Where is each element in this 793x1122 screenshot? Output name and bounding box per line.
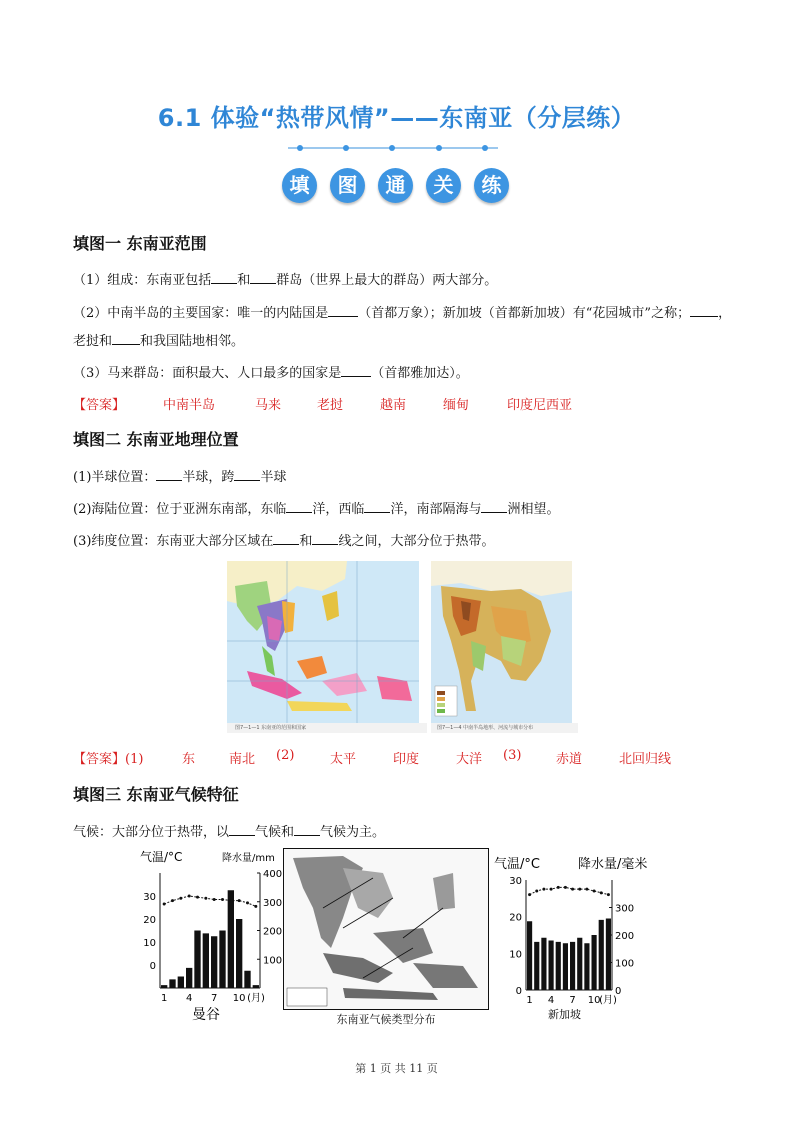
badge-char: 图	[330, 168, 365, 203]
temp-tick-label: 30	[509, 876, 522, 887]
section1-answer	[73, 394, 633, 412]
fill-blank[interactable]	[229, 823, 255, 836]
answer-item: 老挝	[317, 398, 344, 413]
answer-item: (3)	[503, 748, 522, 763]
precip-bar	[534, 942, 539, 990]
precip-bar	[186, 968, 192, 988]
section1-line2: （2）中南半岛的主要国家：唯一的内陆国是 （首都万象）；新加坡（首都新加坡）有“花园城市”之称； ，	[73, 306, 732, 321]
precip-bar	[203, 933, 209, 988]
answer-item: 东	[182, 752, 196, 767]
month-tick-label: (月)	[247, 993, 265, 1004]
month-tick-label: 10	[232, 993, 246, 1004]
badge-char: 关	[426, 168, 461, 203]
precip-bar	[244, 971, 250, 988]
temp-tick-label: 0	[149, 961, 156, 972]
precip-bar	[161, 985, 167, 988]
climate-type-map	[283, 848, 489, 1028]
rain-tick-label: 300	[615, 903, 635, 915]
section2-heading: 填图二 东南亚地理位置	[73, 430, 239, 449]
section2-answer	[73, 748, 693, 766]
section3-heading: 填图三 东南亚气候特征	[73, 785, 239, 804]
temperature-point	[607, 893, 610, 896]
answer-item: 越南	[380, 398, 407, 413]
temp-tick-label: 20	[143, 915, 156, 926]
fill-blank[interactable]	[690, 304, 718, 317]
bangkok-climate-chart	[140, 848, 283, 1028]
answer-item: 南北	[229, 752, 256, 767]
section1-line4: （3）马来群岛：面积最大、人口最多的国家是 （首都雅加达）。	[73, 366, 469, 381]
precip-bar	[584, 943, 589, 990]
section2-line2: (2)海陆位置：位于亚洲东南部，东临 洋，西临 洋，南部隔海与 洲相望。	[73, 502, 560, 517]
temperature-point	[254, 905, 257, 908]
temp-axis-label: 气温/°C	[494, 857, 540, 872]
precip-bar	[169, 979, 175, 988]
fill-blank[interactable]	[112, 332, 140, 345]
section1-heading: 填图一 东南亚范围	[73, 234, 207, 253]
precip-bar	[599, 920, 604, 990]
precip-bar	[178, 977, 184, 989]
section2-line1: (1)半球位置： 半球，跨 半球	[73, 470, 287, 485]
section2-line3: (3)纬度位置：东南亚大部分区域在 和 线之间，大部分位于热带。	[73, 534, 495, 549]
rain-tick-label: 200	[263, 926, 283, 938]
precip-bar	[228, 890, 234, 988]
answer-item: 马来	[255, 398, 282, 413]
temperature-line	[530, 887, 609, 894]
singapore-climate-chart	[492, 852, 652, 1028]
rain-tick-label: 400	[263, 869, 283, 880]
city-label: 曼谷	[192, 1007, 220, 1023]
rain-tick-label: 300	[263, 897, 283, 909]
section-badge	[282, 168, 514, 206]
precip-bar	[527, 921, 532, 990]
fill-blank[interactable]	[312, 532, 338, 545]
precip-bar	[253, 985, 259, 988]
answer-item: 北回归线	[619, 752, 672, 767]
precip-bar	[236, 919, 242, 988]
month-tick-label: 7	[569, 995, 576, 1006]
precip-bar	[549, 941, 554, 991]
temp-tick-label: 0	[515, 986, 522, 997]
fill-blank[interactable]	[364, 500, 390, 513]
fill-blank[interactable]	[341, 364, 371, 377]
section1-line1: （1）组成：东南亚包括 和 群岛（世界上最大的群岛）两大部分。	[73, 273, 498, 288]
badge-char: 练	[474, 168, 509, 203]
temp-tick-label: 10	[143, 938, 156, 949]
section3-line1: 气候：大部分位于热带，以 气候和 气候为主。	[73, 825, 386, 840]
rain-tick-label: 100	[263, 955, 283, 967]
month-tick-label: (月)	[599, 995, 617, 1006]
fill-blank[interactable]	[286, 500, 312, 513]
badge-char: 通	[378, 168, 413, 203]
answer-item: 中南半岛	[163, 398, 216, 413]
fill-blank[interactable]	[294, 823, 320, 836]
rain-tick-label: 100	[615, 958, 635, 970]
temp-tick-label: 10	[509, 949, 522, 961]
precip-bar	[211, 936, 217, 988]
page-footer: 第 1 页 共 11 页	[355, 1062, 438, 1075]
precip-bar	[194, 931, 200, 989]
map-caption: 东南亚气候类型分布	[336, 1013, 436, 1026]
badge-char: 填	[282, 168, 317, 203]
answer-item: 印度尼西亚	[507, 398, 573, 413]
answer-label: 【答案】(1)	[73, 752, 144, 767]
precip-bar	[577, 938, 582, 990]
answer-item: 印度	[393, 752, 420, 767]
title-decoration	[288, 143, 498, 153]
indochina-terrain-map	[431, 561, 572, 733]
precip-bar	[563, 943, 568, 990]
answer-label: 【答案】	[73, 398, 126, 413]
fill-blank[interactable]	[273, 532, 299, 545]
month-tick-label: 7	[210, 993, 218, 1004]
section1-line3: 老挝和 和我国陆地相邻。	[73, 334, 245, 349]
page-title: 6.1 体验“热带风情”——东南亚（分层练）	[157, 104, 636, 132]
fill-blank[interactable]	[328, 304, 358, 317]
rain-axis-label: 降水量/毫米	[578, 857, 648, 872]
fill-blank[interactable]	[481, 500, 507, 513]
southeast-asia-political-map	[227, 561, 419, 733]
rain-tick-label: 200	[615, 931, 635, 942]
precip-bar	[570, 942, 575, 990]
month-tick-label: 1	[160, 993, 168, 1004]
month-tick-label: 4	[185, 993, 193, 1004]
map-caption: 图7—1—1 东南亚的范围和国家	[227, 723, 427, 733]
temp-tick-label: 20	[509, 912, 522, 924]
map-caption: 图7—1—4 中南半岛地形、河流与城市分布	[431, 723, 578, 733]
rain-tick-label: 0	[615, 986, 622, 997]
fill-blank[interactable]	[250, 271, 276, 284]
temperature-line	[164, 896, 256, 906]
answer-item: 缅甸	[443, 398, 470, 413]
precip-bar	[592, 935, 597, 990]
rain-axis-label: 降水量/mm	[222, 853, 275, 864]
answer-item: (2)	[276, 748, 295, 763]
precip-bar	[606, 919, 611, 991]
precip-bar	[219, 931, 225, 989]
precip-bar	[541, 938, 546, 990]
answer-item: 太平	[330, 752, 357, 767]
answer-item: 赤道	[556, 752, 583, 767]
fill-blank[interactable]	[211, 271, 237, 284]
fill-blank[interactable]	[234, 468, 260, 481]
city-label: 新加坡	[548, 1008, 581, 1021]
temp-axis-label: 气温/°C	[140, 850, 183, 864]
precip-bar	[556, 942, 561, 990]
answer-item: 大洋	[456, 752, 483, 767]
month-tick-label: 10	[587, 995, 601, 1006]
temp-tick-label: 30	[143, 892, 156, 903]
fill-blank[interactable]	[156, 468, 182, 481]
month-tick-label: 4	[547, 995, 555, 1006]
month-tick-label: 1	[526, 995, 533, 1006]
